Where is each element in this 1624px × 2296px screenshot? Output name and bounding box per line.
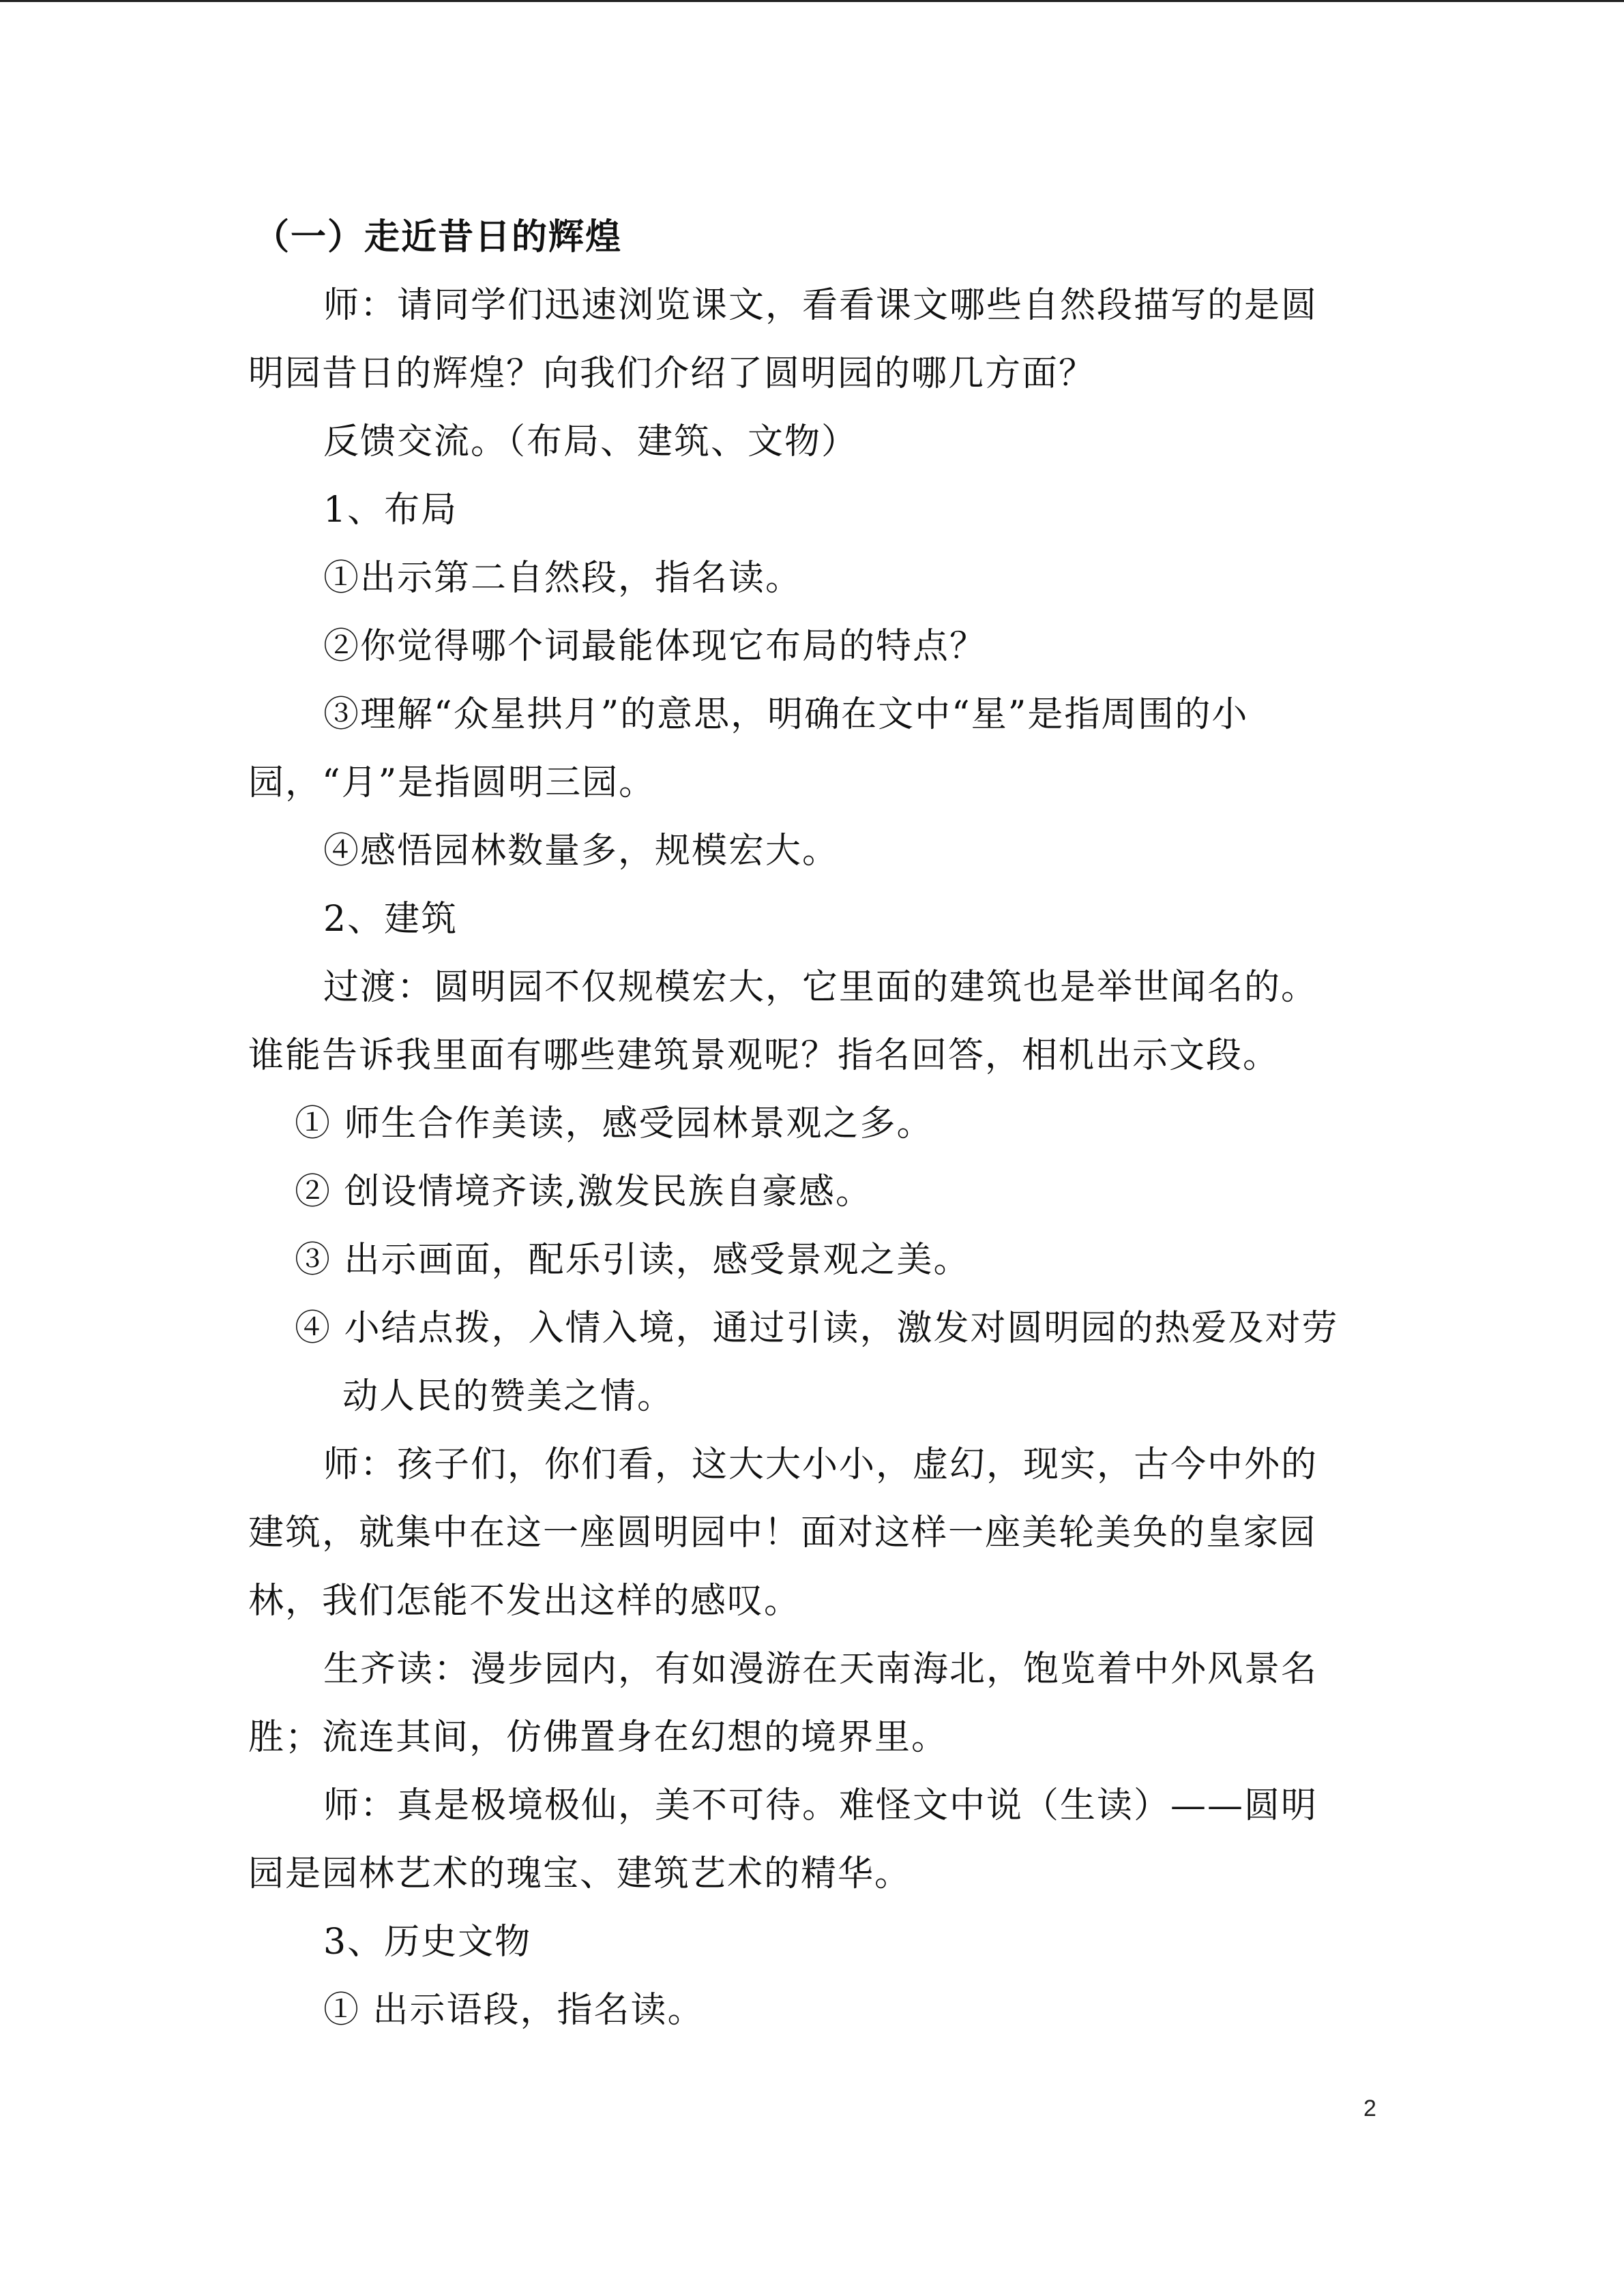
text-line: 师：孩子们，你们看，这大大小小，虚幻，现实，古今中外的 [323, 1444, 1318, 1485]
text-line: 胜；流连其间，仿佛置身在幻想的境界里。 [248, 1717, 949, 1758]
text-line: ①出示第二自然段，指名读。 [323, 558, 803, 599]
text-line: 建筑，就集中在这一座圆明园中！面对这样一座美轮美奂的皇家园 [248, 1512, 1317, 1553]
text-line: ③理解“众星拱月”的意思，明确在文中“星”是指周围的小 [323, 694, 1249, 735]
list-item: ② 创设情境齐读,激发民族自豪感。 [295, 1172, 873, 1212]
text-line: 1、布局 [323, 490, 458, 531]
text-line: 师：真是极境极仙，美不可待。难怪文中说（生读）——圆明 [323, 1785, 1318, 1826]
text-line: 动人民的赞美之情。 [342, 1376, 675, 1417]
text-line: 过渡：圆明园不仅规模宏大，它里面的建筑也是举世闻名的。 [323, 967, 1318, 1008]
text-line: 3、历史文物 [323, 1922, 532, 1963]
text-line: ① 出示语段，指名读。 [323, 1990, 705, 2031]
list-item: ① 师生合作美读，感受园林景观之多。 [295, 1103, 934, 1144]
list-item: ④ 小结点拨，入情入境，通过引读，激发对圆明园的热爱及对劳 [295, 1308, 1339, 1349]
text-line: 反馈交流。（布局、建筑、文物） [323, 421, 859, 462]
text-line: 园是园林艺术的瑰宝、建筑艺术的精华。 [248, 1853, 912, 1894]
text-line: ②你觉得哪个词最能体现它布局的特点？ [323, 626, 987, 667]
section-heading: （一）走近昔日的辉煌 [254, 217, 623, 258]
page-number: 2 [1363, 2096, 1376, 2121]
text-line: 谁能告诉我里面有哪些建筑景观呢？指名回答，相机出示文段。 [248, 1035, 1280, 1076]
text-line: 明园昔日的辉煌？向我们介绍了圆明园的哪几方面？ [248, 353, 1096, 394]
text-line: 师：请同学们迅速浏览课文，看看课文哪些自然段描写的是圆 [323, 285, 1318, 326]
text-line: 生齐读：漫步园内，有如漫游在天南海北，饱览着中外风景名 [323, 1649, 1318, 1690]
text-line: 林，我们怎能不发出这样的感叹。 [248, 1581, 801, 1622]
text-line: ④感悟园林数量多，规模宏大。 [323, 831, 840, 871]
list-item: ③ 出示画面，配乐引读，感受景观之美。 [295, 1240, 971, 1281]
text-line: 2、建筑 [323, 899, 458, 940]
text-line: 园，“月”是指圆明三园。 [248, 762, 656, 803]
